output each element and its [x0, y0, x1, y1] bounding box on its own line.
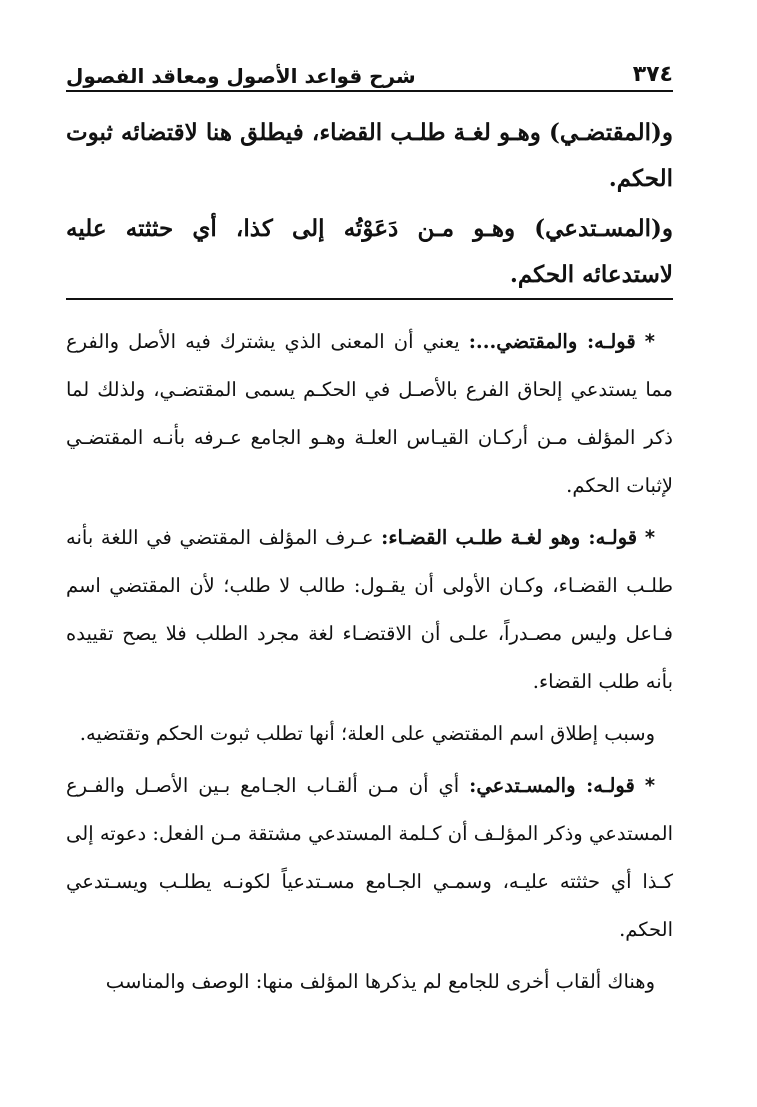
section-divider	[66, 298, 673, 300]
commentary-text: وسبب إطلاق اسم المقتضي على العلة؛ أنها تطلب ثبوت الحكم وتقتضيه.	[79, 722, 655, 745]
commentary-paragraph	[66, 318, 673, 510]
star-marker: *	[644, 774, 656, 797]
commentary-lead: قولـه: والمسـتدعي:	[469, 774, 635, 797]
commentary-lead: قولـه: والمقتضي...:	[468, 330, 636, 353]
commentary-text: عـرف المؤلف المقتضي في اللغة بأنه طلـب القضـاء، وكـان الأولى أن يقـول: طالب لا طلب؛ لأن المقتضي اسم فـاعل وليس مصـدراً، علـى أن الاقتضـاء لغة مجرد الطلب فلا يصح تقييده بأنه طلب القضاء.	[66, 526, 673, 693]
matn-paragraph: و(المسـتدعي) وهـو مـن دَعَوْتُه إلى كذا، أي حثثته عليه لاستدعائه الحكم.	[66, 215, 673, 288]
matn-text-block	[66, 110, 673, 302]
page-header	[66, 56, 673, 92]
page-number: ٣٧٤	[632, 62, 673, 87]
commentary-paragraph	[66, 710, 673, 758]
commentary-paragraph	[66, 762, 673, 954]
star-marker: *	[644, 330, 655, 353]
commentary-text: أي أن مـن ألقـاب الجـامع بـين الأصـل والفـرع المستدعي وذكر المؤلـف أن كـلمة المستدعي مشتقة مـن الفعل: دعوته إلى كـذا أي حثثته عليـه، وسمـي الجـامع مسـتدعياً لكونـه يطلـب ويسـتدعي الحكم.	[66, 774, 673, 941]
commentary-text: يعني أن المعنى الذي يشترك فيه الأصل والفرع مما يستدعي إلحاق الفرع بالأصـل في الحكـم يسمى المقتضـي، ولذلك لما ذكر المؤلف مـن أركـان القيـاس العلـة وهـو الجامع عـرفه بأنـه المقتضـي لإثبات الحكم.	[66, 330, 673, 497]
commentary-paragraph	[66, 514, 673, 706]
running-title: شرح قواعد الأصول ومعاقد الفصول	[66, 64, 416, 88]
commentary-text: وهناك ألقاب أخرى للجامع لم يذكرها المؤلف منها: الوصف والمناسب	[105, 970, 655, 993]
matn-paragraph: و(المقتضـي) وهـو لغـة طلـب القضاء، فيطلق هنا لاقتضائه ثبوت الحكم.	[66, 119, 673, 192]
commentary-block	[66, 318, 673, 1010]
commentary-paragraph	[66, 958, 673, 1006]
star-marker: *	[644, 526, 656, 549]
commentary-lead: قولـه: وهو لغـة طلـب القضـاء:	[381, 526, 638, 549]
